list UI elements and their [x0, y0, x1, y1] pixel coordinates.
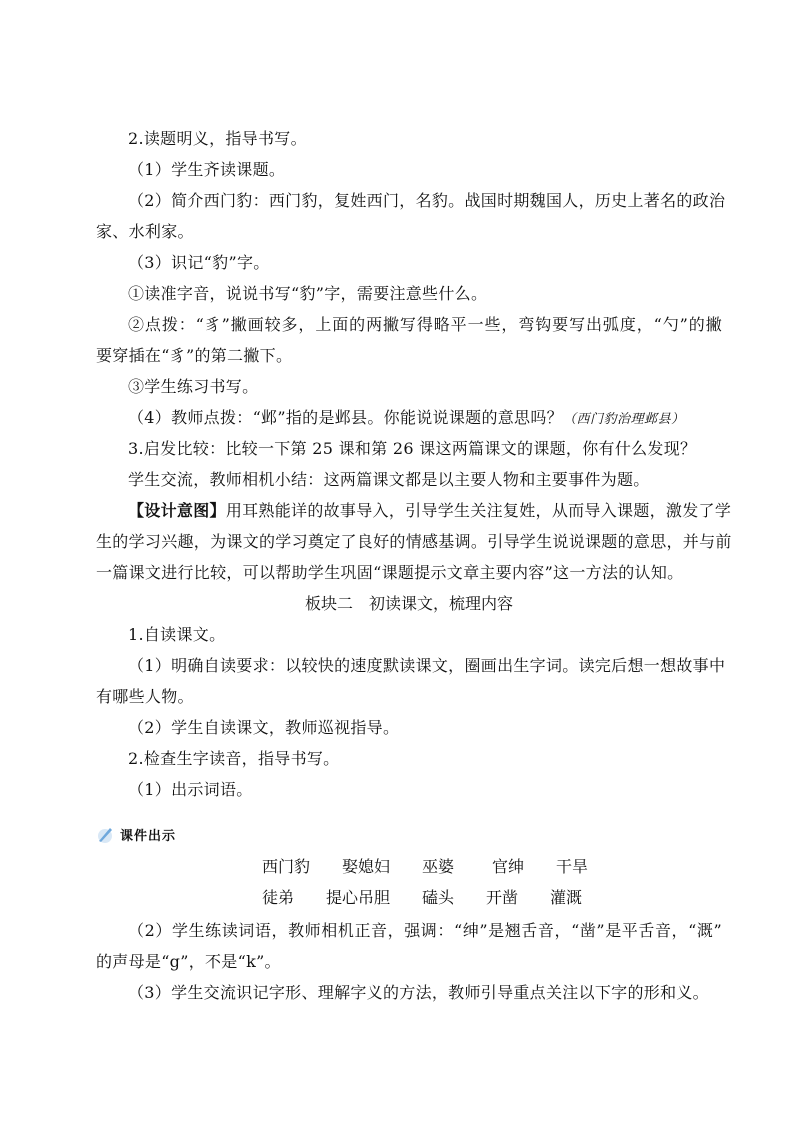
paragraph: ①读准字音，说说书写“豹”字，需要注意些什么。	[128, 284, 488, 303]
paragraph: （1）出示词语。	[128, 780, 253, 799]
paragraph: 的声母是“g”，不是“k”。	[96, 952, 281, 971]
paragraph: 学生交流，教师相机小结：这两篇课文都是以主要人物和主要事件为题。	[128, 470, 650, 489]
paragraph: 家、水利家。	[96, 222, 194, 241]
courseware-label-text: 课件出示	[120, 828, 177, 844]
paragraph: 要穿插在“豸”的第二撇下。	[96, 346, 293, 365]
paragraph: （2）学生练读词语，教师相机正音，强调：“绅”是翘舌音，“凿”是平舌音，“溉”	[128, 921, 722, 940]
vocab-word: 巫婆	[422, 857, 455, 876]
vocab-word: 灌溉	[550, 888, 583, 907]
paragraph: （2）简介西门豹：西门豹，复姓西门，名豹。战国时期魏国人，历史上著名的政治	[128, 191, 726, 210]
vocab-word: 开凿	[486, 888, 519, 907]
paragraph	[128, 408, 684, 430]
vocab-word: 西门豹	[262, 857, 311, 876]
word-list-row-2	[262, 888, 582, 908]
paragraph: 一篇课文进行比较，可以帮助学生巩固“课题提示文章主要内容”这一方法的认知。	[96, 563, 684, 582]
vocab-word: 干旱	[556, 857, 589, 876]
section-title: 板块二 初读课文，梳理内容	[304, 594, 513, 613]
paragraph: （3）学生交流识记字形、理解字义的方法，教师引导重点关注以下字的形和义。	[128, 983, 709, 1002]
design-intent-text: 用耳熟能详的故事导入，引导学生关注复姓，从而导入课题，激发了学	[225, 501, 732, 520]
word-list-row-1	[262, 857, 588, 877]
vocab-word: 娶媳妇	[342, 857, 391, 876]
paragraph: ②点拨：“豸”撇画较多，上面的两撇写得略平一些，弯钩要写出弧度，“勺”的撇	[128, 315, 722, 334]
paragraph-text: （4）教师点拨：“邺”指的是邺县。你能说说课题的意思吗？	[128, 408, 563, 427]
step-3-heading: 3.启发比较：比较一下第 25 课和第 26 课这两篇课文的课题，你有什么发现？	[128, 439, 697, 458]
step-1-heading: 1.自读课文。	[128, 625, 226, 644]
paragraph: ③学生练习书写。	[128, 377, 259, 396]
paragraph: 生的学习兴趣，为课文的学习奠定了良好的情感基调。引导学生说说课题的意思，并与前	[96, 532, 732, 551]
paragraph: （2）学生自读课文，教师巡视指导。	[128, 718, 400, 737]
courseware-label	[96, 823, 176, 845]
design-intent-label: 【设计意图】	[128, 501, 226, 520]
design-intent-paragraph	[128, 501, 732, 521]
vocab-word: 徒弟	[262, 888, 295, 907]
paragraph: （1）学生齐读课题。	[128, 160, 286, 179]
paragraph: （1）明确自读要求：以较快的速度默读课文，圈画出生字词。读完后想一想故事中	[128, 656, 726, 675]
pen-icon	[96, 825, 116, 843]
vocab-word: 提心吊胆	[326, 888, 391, 907]
paragraph: 有哪些人物。	[96, 687, 194, 706]
step-2-heading: 2.检查生字读音，指导书写。	[128, 749, 340, 768]
handwritten-answer: （西门豹治理邺县）	[562, 412, 685, 427]
vocab-word: 官绅	[492, 857, 525, 876]
paragraph: （3）识记“豹”字。	[128, 253, 270, 272]
vocab-word: 磕头	[422, 888, 455, 907]
step-2-heading: 2.读题明义，指导书写。	[128, 129, 307, 148]
